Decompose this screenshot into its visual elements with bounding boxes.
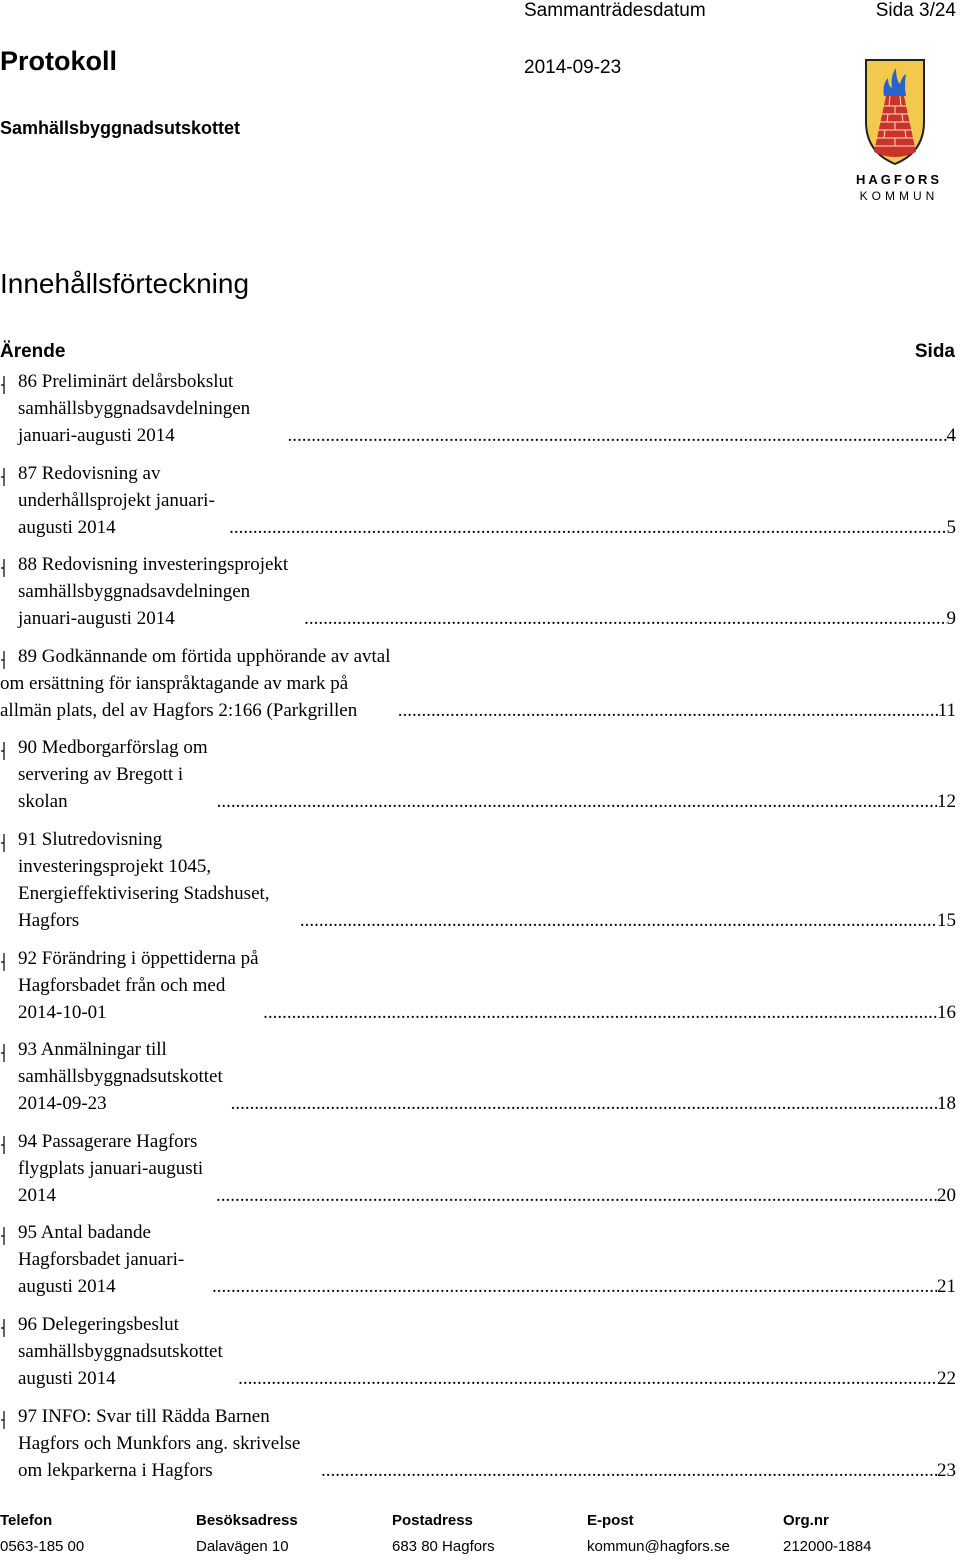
bracket-marker-icon: [0, 833, 7, 853]
toc-item-text: 90 Medborgarförslag om servering av Bregott i skolan: [18, 737, 208, 813]
bracket-marker-icon: [0, 1318, 7, 1338]
toc-item-text: 88 Redovisning investeringsprojekt samhällsbyggnadsavdelningen januari-augusti 2014: [18, 554, 289, 630]
toc-item-page: 15: [937, 909, 956, 931]
toc-leader: [231, 1090, 937, 1117]
toc-item-text: 91 Slutredovisning investeringsprojekt 1045, Energieffektivisering Stadshuset, Hagfors: [18, 828, 270, 931]
toc-leader: [321, 1457, 937, 1484]
toc-item[interactable]: [0, 1219, 956, 1300]
toc-leader: [263, 999, 937, 1026]
toc-item[interactable]: [0, 1036, 956, 1117]
toc-leader: [300, 907, 937, 934]
toc-item-page: 18: [937, 1093, 956, 1115]
footer-visit-address: Dalavägen 10: [196, 1538, 289, 1555]
toc-column-sida: Sida: [914, 341, 955, 362]
toc-item-text: 86 Preliminärt delårsbokslut samhällsbyggnadsavdelningen januari-augusti 2014: [18, 371, 251, 446]
toc-item-page: 21: [937, 1276, 956, 1298]
toc-leader: [212, 1273, 937, 1300]
toc-list: [0, 368, 956, 1494]
toc-item-text: 97 INFO: Svar till Rädda Barnen Hagfors och Munkfors ang. skrivelse om lekparkerna i Hagfors: [18, 1405, 301, 1481]
bracket-marker-icon: [0, 375, 7, 395]
toc-item[interactable]: [0, 734, 956, 815]
toc-title: Innehållsförteckning: [0, 268, 250, 299]
toc-item[interactable]: [0, 1128, 956, 1209]
bracket-marker-icon: [0, 1226, 7, 1246]
toc-leader: [304, 605, 946, 632]
footer-postal-label: Postadress: [392, 1512, 473, 1529]
toc-item-page: 9: [946, 608, 956, 630]
toc-item-text: 93 Anmälningar till samhällsbyggnadsutskottet 2014-09-23: [18, 1039, 223, 1115]
toc-item-text: 87 Redovisning av underhållsprojekt januari-augusti 2014: [18, 462, 215, 538]
bracket-marker-icon: [0, 1135, 7, 1155]
toc-item-page: 12: [937, 791, 956, 813]
toc-item[interactable]: [0, 945, 956, 1026]
footer-org-number: 212000-1884: [783, 1538, 872, 1555]
svg-text:KOMMUN: KOMMUN: [859, 189, 939, 203]
toc-item-page: 5: [946, 516, 956, 538]
toc-leader: [287, 422, 946, 449]
toc-item-page: 16: [937, 1001, 956, 1023]
meeting-date-label: Sammanträdesdatum: [524, 0, 706, 21]
toc-item[interactable]: [0, 551, 956, 632]
toc-item-text: 94 Passagerare Hagfors flygplats januari-augusti 2014: [18, 1130, 204, 1206]
bracket-marker-icon: [0, 952, 7, 972]
bracket-marker-icon: [0, 1410, 7, 1430]
document-title: Protokoll: [0, 46, 118, 76]
toc-leader: [398, 697, 938, 724]
toc-item-text: 92 Förändring i öppettiderna på Hagforsbadet från och med 2014-10-01: [18, 947, 259, 1023]
toc-item-page: 4: [946, 425, 956, 446]
toc-item-text: 96 Delegeringsbeslut samhällsbyggnadsutskottet augusti 2014: [18, 1313, 223, 1389]
bracket-marker-icon: [0, 741, 7, 761]
toc-item[interactable]: [0, 368, 956, 449]
bracket-marker-icon: [0, 1043, 7, 1063]
page-indicator: Sida 3/24: [875, 0, 956, 21]
toc-leader: [216, 1182, 937, 1209]
hagfors-kommun-logo: [838, 56, 960, 206]
toc-item[interactable]: [0, 1311, 956, 1392]
toc-item[interactable]: [0, 460, 956, 541]
bracket-marker-icon: [0, 650, 7, 670]
footer-visit-label: Besöksadress: [196, 1512, 298, 1529]
toc-leader: [238, 1365, 937, 1392]
footer-postal-address: 683 80 Hagfors: [392, 1538, 495, 1555]
toc-item[interactable]: [0, 1403, 956, 1484]
footer-phone: 0563-185 00: [0, 1538, 85, 1555]
toc-item-text: 89 Godkännande om förtida upphörande av avtal om ersättning för ianspråktagande av mark på allmän plats, del av Hagfors 2:166 (Parkgrillen: [0, 645, 391, 721]
toc-item[interactable]: [0, 643, 956, 724]
meeting-date: 2014-09-23: [524, 57, 622, 78]
footer-phone-label: Telefon: [0, 1512, 53, 1529]
toc-item-page: 11: [937, 699, 956, 721]
hagfors-crest-icon: [838, 56, 960, 206]
toc-item-page: 23: [937, 1459, 956, 1481]
footer-org-label: Org.nr: [783, 1512, 829, 1529]
toc-column-arende: Ärende: [0, 341, 66, 362]
svg-text:HAGFORS: HAGFORS: [856, 172, 942, 187]
bracket-marker-icon: [0, 467, 7, 487]
committee-name: Samhällsbyggnadsutskottet: [0, 118, 241, 138]
footer-email: kommun@hagfors.se: [587, 1538, 730, 1555]
toc-leader: [229, 514, 946, 541]
footer-email-label: E-post: [587, 1512, 634, 1529]
toc-item-page: 22: [937, 1367, 956, 1389]
bracket-marker-icon: [0, 558, 7, 578]
toc-item-page: 20: [937, 1184, 956, 1206]
toc-item-text: 95 Antal badande Hagforsbadet januari-augusti 2014: [18, 1222, 185, 1298]
toc-leader: [217, 788, 937, 815]
toc-item[interactable]: [0, 826, 956, 934]
